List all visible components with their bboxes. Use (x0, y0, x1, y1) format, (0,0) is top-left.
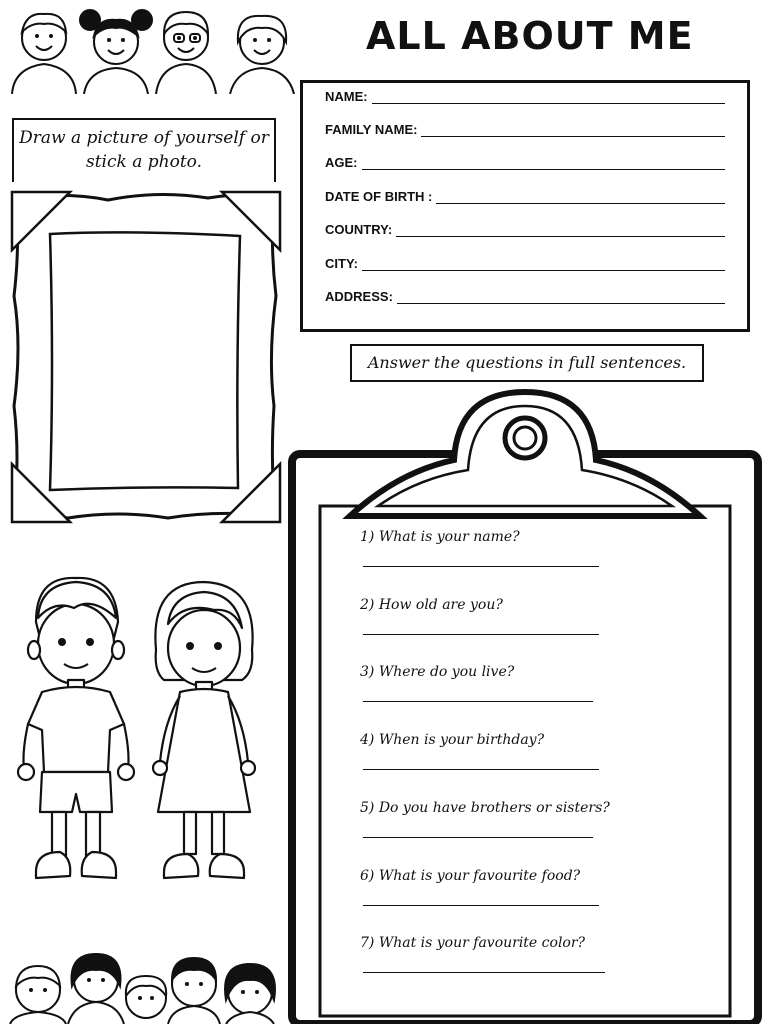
question-1: 1) What is your name? (360, 529, 520, 545)
info-field-label: COUNTRY: (325, 222, 393, 237)
info-field-label: FAMILY NAME: (325, 122, 418, 137)
answer-line-3[interactable] (363, 701, 593, 702)
boy-and-girl-icon (14, 572, 266, 892)
info-field-date-of-birth[interactable] (325, 189, 725, 204)
question-2: 2) How old are you? (360, 597, 503, 613)
draw-picture-caption: Draw a picture of yourself or stick a photo. (12, 118, 276, 182)
info-field-name[interactable] (325, 89, 725, 104)
info-field-line[interactable] (362, 157, 726, 170)
answer-line-6[interactable] (363, 905, 599, 906)
info-field-line[interactable] (397, 291, 725, 304)
bottom-kids-illustration-icon (4, 950, 288, 1024)
info-field-city[interactable] (325, 256, 725, 271)
question-6: 6) What is your favourite food? (360, 868, 581, 884)
photo-frame-icon[interactable] (8, 186, 284, 526)
info-field-label: AGE: (325, 155, 358, 170)
answer-line-4[interactable] (363, 769, 599, 770)
question-5: 5) Do you have brothers or sisters? (360, 800, 610, 816)
info-field-label: NAME: (325, 89, 368, 104)
info-field-line[interactable] (372, 91, 725, 104)
info-field-line[interactable] (421, 124, 725, 137)
answer-line-5[interactable] (363, 837, 593, 838)
info-field-line[interactable] (436, 191, 725, 204)
info-field-address[interactable] (325, 289, 725, 304)
info-field-family-name[interactable] (325, 122, 725, 137)
info-field-label: DATE OF BIRTH : (325, 189, 433, 204)
question-3: 3) Where do you live? (360, 664, 515, 680)
personal-info-box (300, 80, 750, 332)
info-field-label: ADDRESS: (325, 289, 393, 304)
question-7: 7) What is your favourite color? (360, 935, 586, 951)
info-field-country[interactable] (325, 222, 725, 237)
page-title: ALL ABOUT ME (366, 14, 694, 58)
clipboard-icon (288, 388, 762, 1024)
question-4: 4) When is your birthday? (360, 732, 545, 748)
info-field-age[interactable] (325, 155, 725, 170)
answer-instructions-caption: Answer the questions in full sentences. (350, 344, 704, 382)
top-kids-illustration-icon (4, 2, 296, 94)
answer-line-7[interactable] (363, 972, 605, 973)
info-field-line[interactable] (396, 224, 725, 237)
info-field-label: CITY: (325, 256, 358, 271)
info-field-line[interactable] (362, 258, 725, 271)
answer-line-2[interactable] (363, 634, 599, 635)
answer-line-1[interactable] (363, 566, 599, 567)
